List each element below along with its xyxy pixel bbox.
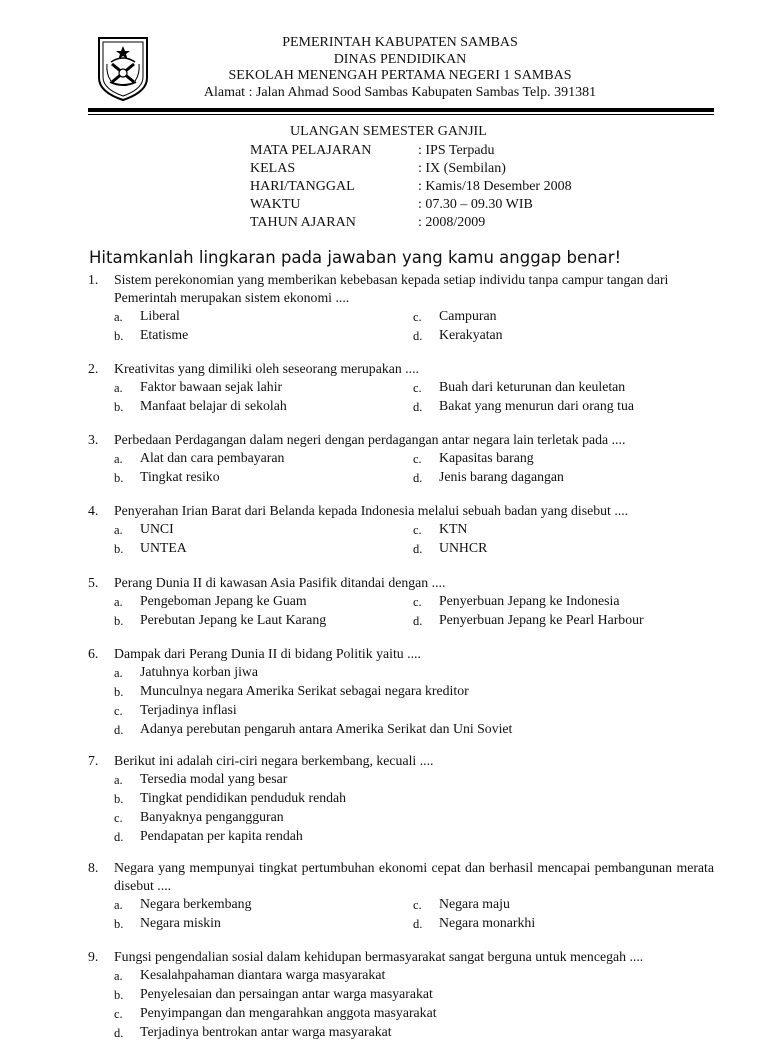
option-d[interactable]: d. Bakat yang menurun dari orang tua xyxy=(413,398,635,414)
answer-options xyxy=(88,966,714,1042)
option-a[interactable]: a. Liberal xyxy=(114,308,180,324)
question-number: 6. xyxy=(88,646,99,661)
info-row-subject xyxy=(250,142,572,160)
info-value: : IPS Terpadu xyxy=(418,143,495,158)
info-key: TAHUN AJARAN xyxy=(250,215,356,230)
option-b[interactable]: b. Tingkat resiko xyxy=(114,469,220,485)
sambas-regency-emblem-icon xyxy=(94,34,152,102)
question-number: 7. xyxy=(88,753,99,768)
option-c[interactable]: c. Terjadinya inflasi xyxy=(114,702,237,718)
question-number: 2. xyxy=(88,361,99,376)
option-a[interactable]: a. Negara berkembang xyxy=(114,896,252,912)
question-1 xyxy=(88,271,714,345)
option-b[interactable]: b. UNTEA xyxy=(114,540,187,556)
option-d[interactable]: d. Negara monarkhi xyxy=(413,915,536,931)
letterhead-government: PEMERINTAH KABUPATEN SAMBAS xyxy=(282,35,518,50)
question-number: 9. xyxy=(88,949,99,964)
letterhead-thin-rule xyxy=(88,114,714,115)
info-key: MATA PELAJARAN xyxy=(250,143,372,158)
info-row-class xyxy=(250,160,572,178)
question-text: Fungsi pengendalian sosial dalam kehidupan bermasyarakat sangat berguna untuk mencegah .... xyxy=(114,949,644,964)
answer-options xyxy=(88,663,714,739)
option-c[interactable]: c. Kapasitas barang xyxy=(413,450,534,466)
option-a[interactable]: a. Kesalahpahaman diantara warga masyarakat xyxy=(114,967,386,983)
letterhead-department: DINAS PENDIDIKAN xyxy=(333,51,467,67)
question-2 xyxy=(88,360,714,416)
option-a[interactable]: a. Jatuhnya korban jiwa xyxy=(114,664,259,680)
answer-options xyxy=(88,592,714,630)
option-c[interactable]: c. Buah dari keturunan dan keuletan xyxy=(413,379,626,395)
question-9 xyxy=(88,948,714,1042)
info-value: : 07.30 – 09.30 WIB xyxy=(418,197,533,212)
question-text: Perang Dunia II di kawasan Asia Pasifik ditandai dengan .... xyxy=(114,575,446,590)
option-b[interactable]: b. Manfaat belajar di sekolah xyxy=(114,398,287,414)
option-d[interactable]: d. Terjadinya bentrokan antar warga masyarakat xyxy=(114,1024,392,1040)
question-5 xyxy=(88,574,714,630)
option-c[interactable]: c. Campuran xyxy=(413,308,497,324)
info-row-academic-year xyxy=(250,214,572,232)
option-a[interactable]: a. UNCI xyxy=(114,521,174,537)
question-number: 4. xyxy=(88,503,99,518)
question-3 xyxy=(88,431,714,487)
option-a[interactable]: a. Tersedia modal yang besar xyxy=(114,771,288,787)
exam-info-table xyxy=(250,142,572,232)
answer-options xyxy=(88,307,714,345)
exam-title: ULANGAN SEMESTER GANJIL xyxy=(290,124,487,139)
option-c[interactable]: c. Penyimpangan dan mengarahkan anggota masyarakat xyxy=(114,1005,437,1021)
option-d[interactable]: d. Penyerbuan Jepang ke Pearl Harbour xyxy=(413,612,644,628)
answer-options xyxy=(88,895,714,933)
option-b[interactable]: b. Penyelesaian dan persaingan antar warga masyarakat xyxy=(114,986,433,1002)
option-d[interactable]: d. Adanya perebutan pengaruh antara Amerika Serikat dan Uni Soviet xyxy=(114,721,513,737)
info-key: HARI/TANGGAL xyxy=(250,179,355,194)
question-number: 5. xyxy=(88,575,99,590)
answer-options xyxy=(88,520,714,558)
question-text: Dampak dari Perang Dunia II di bidang Politik yaitu .... xyxy=(114,646,421,661)
info-value: : 2008/2009 xyxy=(418,215,486,230)
info-value: : IX (Sembilan) xyxy=(418,161,506,176)
option-b[interactable]: b. Etatisme xyxy=(114,327,189,343)
answer-options xyxy=(88,449,714,487)
answer-options xyxy=(88,378,714,416)
letterhead xyxy=(170,35,630,101)
question-8 xyxy=(88,859,714,933)
letterhead-school: SEKOLAH MENENGAH PERTAMA NEGERI 1 SAMBAS xyxy=(228,68,572,83)
question-text: Berikut ini adalah ciri-ciri negara berkembang, kecuali .... xyxy=(114,753,434,768)
question-number: 3. xyxy=(88,432,99,447)
option-d[interactable]: d. UNHCR xyxy=(413,540,488,556)
option-a[interactable]: a. Pengeboman Jepang ke Guam xyxy=(114,593,307,609)
question-number: 8. xyxy=(88,860,99,875)
answer-options xyxy=(88,770,714,846)
question-text: Perbedaan Perdagangan dalam negeri dengan perdagangan antar negara lain terletak pada .... xyxy=(114,432,626,447)
option-d[interactable]: d. Kerakyatan xyxy=(413,327,503,343)
option-c[interactable]: c. KTN xyxy=(413,521,468,537)
question-text: Negara yang mempunyai tingkat pertumbuhan ekonomi cepat dan berhasil mencapai pembangunan merata disebut .... xyxy=(114,860,714,893)
question-number: 1. xyxy=(88,272,99,287)
question-text: Kreativitas yang dimiliki oleh seseorang merupakan .... xyxy=(114,361,419,376)
option-a[interactable]: a. Alat dan cara pembayaran xyxy=(114,450,285,466)
instructions: Hitamkanlah lingkaran pada jawaban yang kamu anggap benar! xyxy=(89,248,622,267)
info-key: KELAS xyxy=(250,161,296,176)
info-value: : Kamis/18 Desember 2008 xyxy=(418,179,572,194)
info-row-date xyxy=(250,178,572,196)
letterhead-thick-rule xyxy=(88,108,714,112)
question-4 xyxy=(88,502,714,558)
option-b[interactable]: b. Munculnya negara Amerika Serikat sebagai negara kreditor xyxy=(114,683,469,699)
question-7 xyxy=(88,752,714,846)
info-key: WAKTU xyxy=(250,197,301,212)
question-text: Sistem perekonomian yang memberikan kebebasan kepada setiap individu tanpa campur tangan dari Pemerintah merupakan sistem ekonomi .... xyxy=(114,272,669,305)
option-d[interactable]: d. Jenis barang dagangan xyxy=(413,469,564,485)
option-d[interactable]: d. Pendapatan per kapita rendah xyxy=(114,828,303,844)
option-b[interactable]: b. Negara miskin xyxy=(114,915,221,931)
option-b[interactable]: b. Tingkat pendidikan penduduk rendah xyxy=(114,790,347,806)
option-c[interactable]: c. Banyaknya pengangguran xyxy=(114,809,284,825)
question-text: Penyerahan Irian Barat dari Belanda kepada Indonesia melalui sebuah badan yang disebut .... xyxy=(114,503,629,518)
letterhead-address: Alamat : Jalan Ahmad Sood Sambas Kabupaten Sambas Telp. 391381 xyxy=(203,84,597,100)
info-row-time xyxy=(250,196,572,214)
option-a[interactable]: a. Faktor bawaan sejak lahir xyxy=(114,379,283,395)
question-6 xyxy=(88,645,714,739)
option-c[interactable]: c. Negara maju xyxy=(413,896,510,912)
option-c[interactable]: c. Penyerbuan Jepang ke Indonesia xyxy=(413,593,620,609)
option-b[interactable]: b. Perebutan Jepang ke Laut Karang xyxy=(114,612,327,628)
